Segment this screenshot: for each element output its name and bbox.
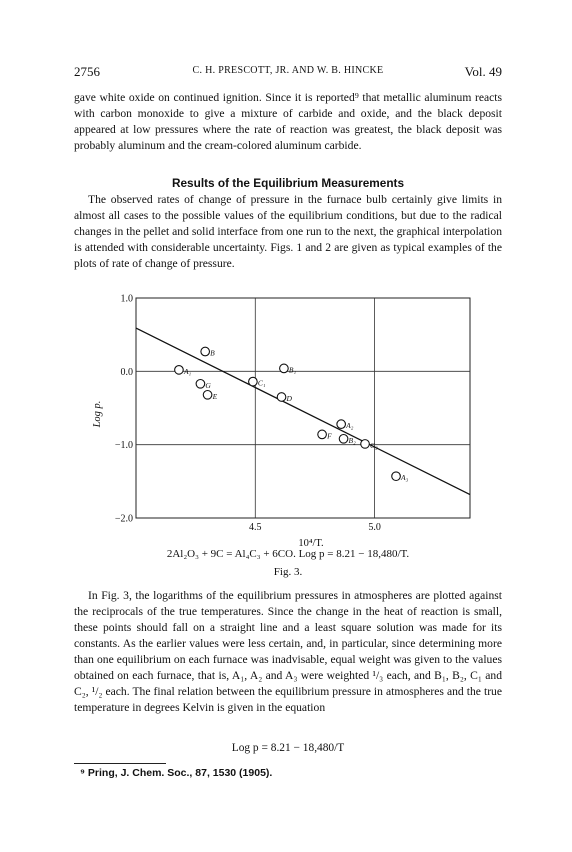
scatter-chart	[0, 290, 572, 590]
data-point	[196, 380, 205, 389]
x-tick-label: 5.0	[368, 522, 381, 533]
data-point	[201, 347, 210, 356]
footnote-rule	[74, 763, 166, 764]
data-point	[361, 440, 370, 449]
x-tick-label: 4.5	[249, 522, 262, 533]
page-header	[74, 64, 502, 80]
y-tick-label: −2.0	[114, 513, 133, 525]
data-point	[277, 393, 286, 402]
y-tick-label: −1.0	[114, 440, 133, 452]
data-point-label: A₁	[183, 366, 192, 376]
figure-label: Fig. 3.	[273, 566, 303, 578]
body-paragraph: In Fig. 3, the logarithms of the equilibrium pressures in atmospheres are plotted against the reciprocals of the true temperatures. Since the change in the heat of reaction is small, these points should fall on a straight line and a least square solution was made for its constants. As the earlier values were less certain, and, in particular, since determining more than one equilibrium on each furnace was inadvisable, equal weight was given to the values obtained on each furnace, that is, A₁, A₂ and A₃ were weighted ¹/₃ each, and B₁, B₂, C₁ and C₂, ¹/₂ each. The final relation between the equilibrium pressure in atmospheres and the true temperature in degrees Kelvin is given in the equation	[74, 589, 502, 714]
data-point-label: C₁	[257, 378, 266, 388]
data-point-label: B₂	[348, 435, 356, 445]
y-axis-label: Log p.	[92, 400, 103, 428]
footnote: ⁹ Pring, J. Chem. Soc., 87, 1530 (1905).	[80, 767, 273, 779]
data-point	[339, 435, 348, 444]
figure-3	[0, 290, 572, 590]
section-paragraph: The observed rates of change of pressure in the furnace bulb certainly give limits in almost all cases to the possible values of the equilibrium conditions, but due to the radical changes in the pellet and solid interface from one run to the next, the graphical interpolation is attended with considerable uncertainty. Figs. 1 and 2 are given as typical examples of the plots of rate of change of pressure.	[74, 193, 502, 270]
data-point	[337, 420, 346, 429]
y-tick-label: 1.0	[120, 293, 133, 305]
data-point-label: A₂	[346, 421, 354, 431]
intro-paragraph: gave white oxide on continued ignition. Since it is reported⁹ that metallic aluminum reacts with carbon monoxide to give a mixture of carbide and oxide, and the black deposit appeared at low pressures where the rate of reaction was greatest, the black deposit was probably aluminum and the cream-colored aluminum carbide.	[74, 91, 502, 152]
section-title: Results of the Equilibrium Measurements	[171, 176, 405, 190]
data-point-label: C₂	[370, 440, 378, 450]
data-point-label: B	[210, 348, 215, 358]
data-point-label: D	[286, 394, 292, 403]
data-point	[280, 364, 289, 373]
data-point	[249, 377, 258, 386]
final-equation: Log p = 8.21 − 18,480/T	[231, 742, 345, 754]
data-point	[175, 366, 184, 375]
data-point-label: B₁	[288, 365, 297, 375]
data-point-label: F	[327, 431, 332, 441]
page-number: 2756	[74, 64, 100, 79]
figure-equation-caption: 2Al₂O₃ + 9C = Al₄C₃ + 6CO. Log p = 8.21 − 18,480/T.	[166, 548, 410, 560]
data-point-label: A₃	[401, 473, 409, 483]
fit-line	[136, 328, 470, 494]
data-point	[392, 472, 401, 481]
plot-frame	[136, 298, 470, 518]
data-point-label: G	[205, 380, 211, 390]
data-point	[318, 430, 327, 439]
y-tick-label: 0.0	[120, 366, 133, 378]
x-axis-label: 10⁴/T.	[298, 538, 324, 549]
data-point	[203, 391, 212, 400]
running-authors: C. H. PRESCOTT, JR. AND W. B. HINCKE	[192, 65, 384, 76]
volume-label: Vol. 49	[464, 64, 502, 79]
data-point-label: E	[212, 391, 218, 401]
